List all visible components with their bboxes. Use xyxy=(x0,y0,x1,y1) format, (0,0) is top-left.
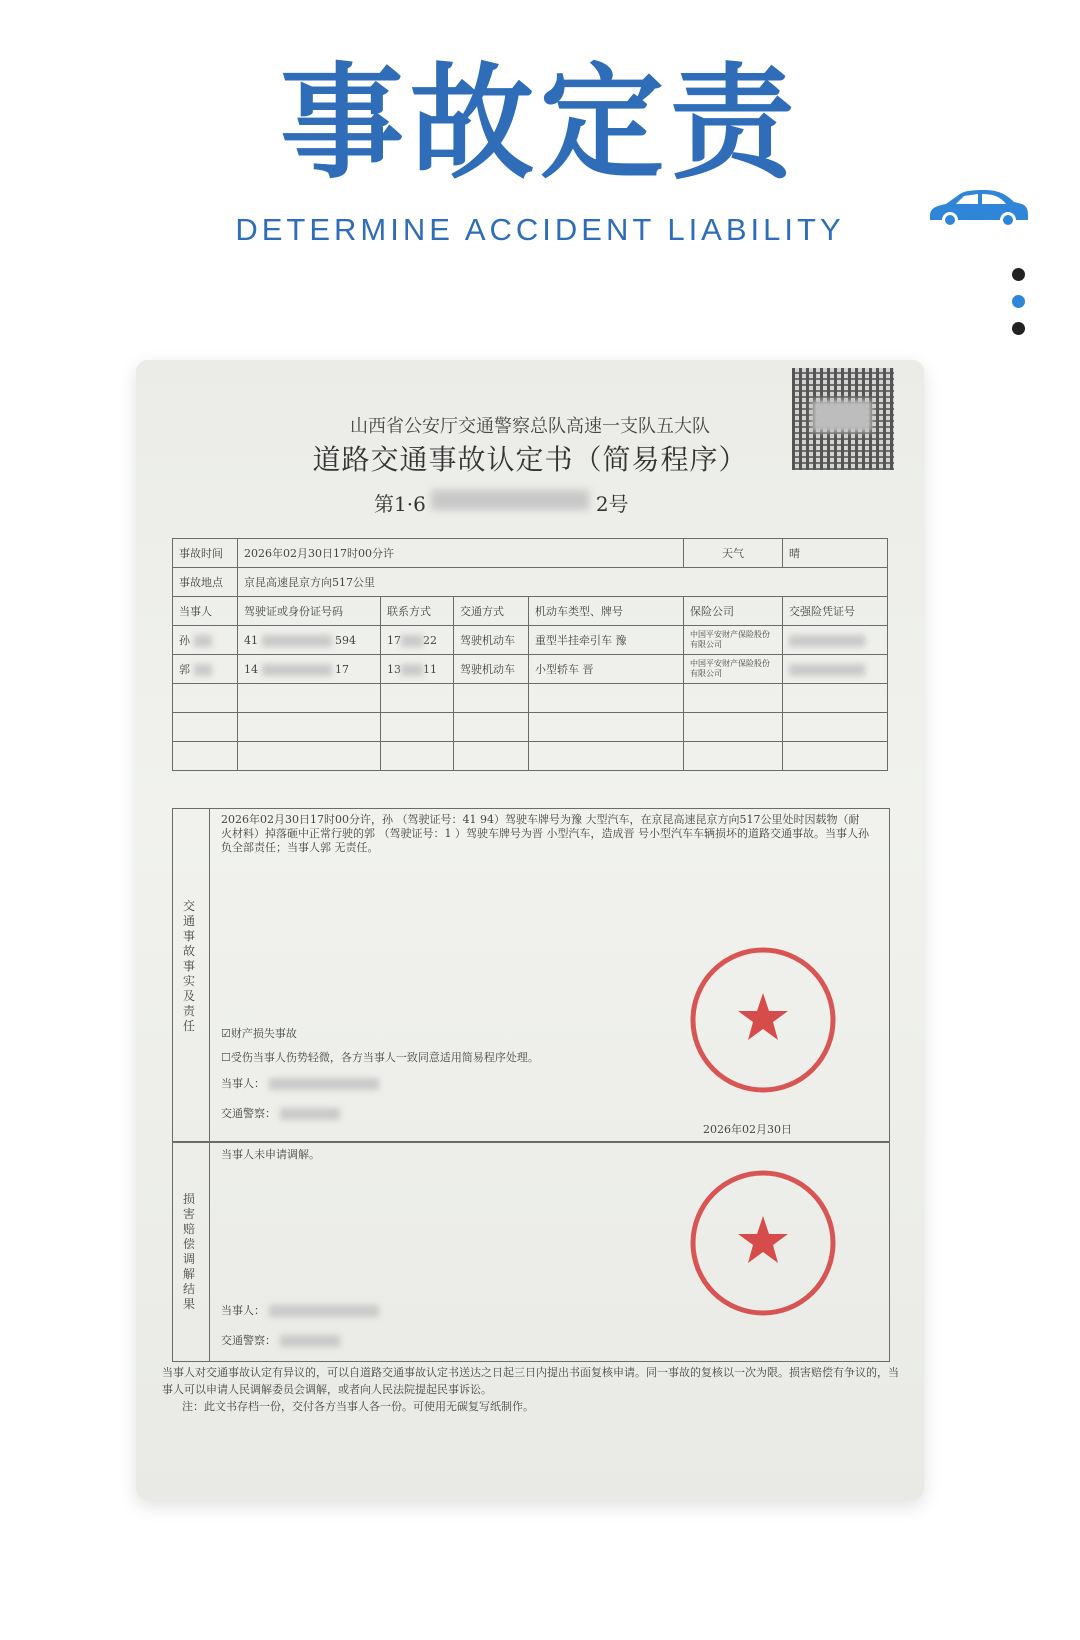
party-phone-start: 13 xyxy=(387,662,401,676)
redaction xyxy=(789,664,865,676)
party-mode: 驾驶机动车 xyxy=(454,626,529,655)
stamp-date: 2026年02月30日 xyxy=(703,1123,792,1136)
table-row-empty xyxy=(173,684,888,713)
redaction xyxy=(401,635,423,647)
redaction xyxy=(401,664,423,676)
footer-appeal-note: 当事人对交通事故认定有异议的，可以自道路交通事故认定书送达之日起三日内提出书面复核申请。同一事故的复核以一次为限。损害赔偿有争议的，当事人可以申请人民调解委员会调解，或者向人民法院提起民事诉讼。 xyxy=(162,1366,899,1396)
weather-label: 天气 xyxy=(684,539,783,568)
accident-info-table xyxy=(172,538,888,771)
issuing-organization: 山西省公安厅交通警察总队高速一支队五大队 xyxy=(350,416,710,437)
time-label: 事故时间 xyxy=(173,539,238,568)
redaction xyxy=(194,635,212,647)
document-title: 道路交通事故认定书（简易程序） xyxy=(312,443,748,476)
party-vehicle: 重型半挂牵引车 豫 xyxy=(529,626,684,655)
document-photo xyxy=(136,360,924,1500)
signature-redaction xyxy=(269,1305,379,1317)
document-footer xyxy=(162,1364,902,1415)
column-header: 当事人 xyxy=(173,597,238,626)
table-row xyxy=(173,655,888,684)
party-signature-line xyxy=(221,1302,379,1318)
table-row-empty xyxy=(173,742,888,771)
signature-redaction xyxy=(269,1078,379,1090)
official-stamp-seal xyxy=(688,945,838,1095)
officer-sign-label: 交通警察： xyxy=(221,1334,276,1347)
party-insurer: 中国平安财产保险股份有限公司 xyxy=(684,655,783,684)
column-header: 交通方式 xyxy=(454,597,529,626)
redaction xyxy=(262,635,332,647)
pager-dot[interactable] xyxy=(1012,322,1025,335)
page-subtitle: DETERMINE ACCIDENT LIABILITY xyxy=(235,212,845,247)
table-header-row xyxy=(173,597,888,626)
footer-copy-note: 注：此文书存档一份，交付各方当事人各一份。可使用无碳复写纸制作。 xyxy=(182,1400,534,1413)
pager-dot-active[interactable] xyxy=(1012,295,1025,308)
party-insurer: 中国平安财产保险股份有限公司 xyxy=(684,626,783,655)
column-header: 联系方式 xyxy=(381,597,454,626)
time-value: 2026年02月30日17时00分许 xyxy=(238,539,684,568)
table-row xyxy=(173,626,888,655)
accident-liability-certificate xyxy=(136,360,924,1500)
party-phone-end: 11 xyxy=(423,662,437,676)
party-vehicle: 小型轿车 晋 xyxy=(529,655,684,684)
column-header: 交强险凭证号 xyxy=(783,597,888,626)
pager-dots xyxy=(1012,268,1028,349)
officer-sign-label: 交通警察： xyxy=(221,1107,276,1120)
column-header: 驾驶证或身份证号码 xyxy=(238,597,381,626)
party-phone-end: 22 xyxy=(423,633,437,647)
facts-label: 交通事故事实及责任 xyxy=(183,899,196,1033)
redaction xyxy=(789,635,865,647)
mediation-text: 当事人未申请调解。 xyxy=(221,1148,320,1161)
column-header: 保险公司 xyxy=(684,597,783,626)
document-number-prefix: 第1·6 xyxy=(374,492,426,516)
car-icon xyxy=(926,186,1030,230)
party-signature-line xyxy=(221,1075,379,1091)
party-mode: 驾驶机动车 xyxy=(454,655,529,684)
party-sign-label: 当事人： xyxy=(221,1304,265,1317)
facts-text: 2026年02月30日17时00分许，孙 （驾驶证号：41 94）驾驶车牌号为豫 大型汽车，在京昆高速昆京方向517公里处时因载物（耐火材料）掉落砸中正常行驶的郭 （驾驶证号：1 ）驾驶车牌号为晋 小型汽车，造成晋 号小型汽车车辆损坏的道路交通事故。当事人孙 负全部责任；当事人郭 无责任。 xyxy=(221,813,869,854)
party-sign-label: 当事人： xyxy=(221,1077,265,1090)
column-header: 机动车类型、牌号 xyxy=(529,597,684,626)
number-redaction xyxy=(431,490,589,510)
party-id-start: 14 xyxy=(244,662,258,676)
official-stamp-seal xyxy=(688,1168,838,1318)
party-id-end: 17 xyxy=(335,662,349,676)
mediation-label: 损害赔偿调解结果 xyxy=(183,1192,196,1311)
page-title: 事故定责 xyxy=(279,52,800,196)
party-phone-start: 17 xyxy=(387,633,401,647)
party-name: 郭 xyxy=(179,663,190,676)
place-value: 京昆高速昆京方向517公里 xyxy=(238,568,888,597)
pager-dot[interactable] xyxy=(1012,268,1025,281)
officer-signature-line xyxy=(221,1105,340,1121)
party-name: 孙 xyxy=(179,634,190,647)
officer-signature-line xyxy=(221,1332,340,1348)
table-row-empty xyxy=(173,713,888,742)
property-loss-check: ☑财产损失事故 xyxy=(221,1027,297,1040)
party-id-start: 41 xyxy=(244,633,258,647)
party-id-end: 594 xyxy=(335,633,356,647)
signature-redaction xyxy=(280,1108,340,1120)
weather-value: 晴 xyxy=(783,539,888,568)
redaction xyxy=(262,664,332,676)
injury-note: ☐受伤当事人伤势轻微，各方当事人一致同意适用简易程序处理。 xyxy=(221,1051,539,1064)
signature-redaction xyxy=(280,1335,340,1347)
place-label: 事故地点 xyxy=(173,568,238,597)
document-number-suffix: 2号 xyxy=(595,492,629,516)
redaction xyxy=(194,664,212,676)
